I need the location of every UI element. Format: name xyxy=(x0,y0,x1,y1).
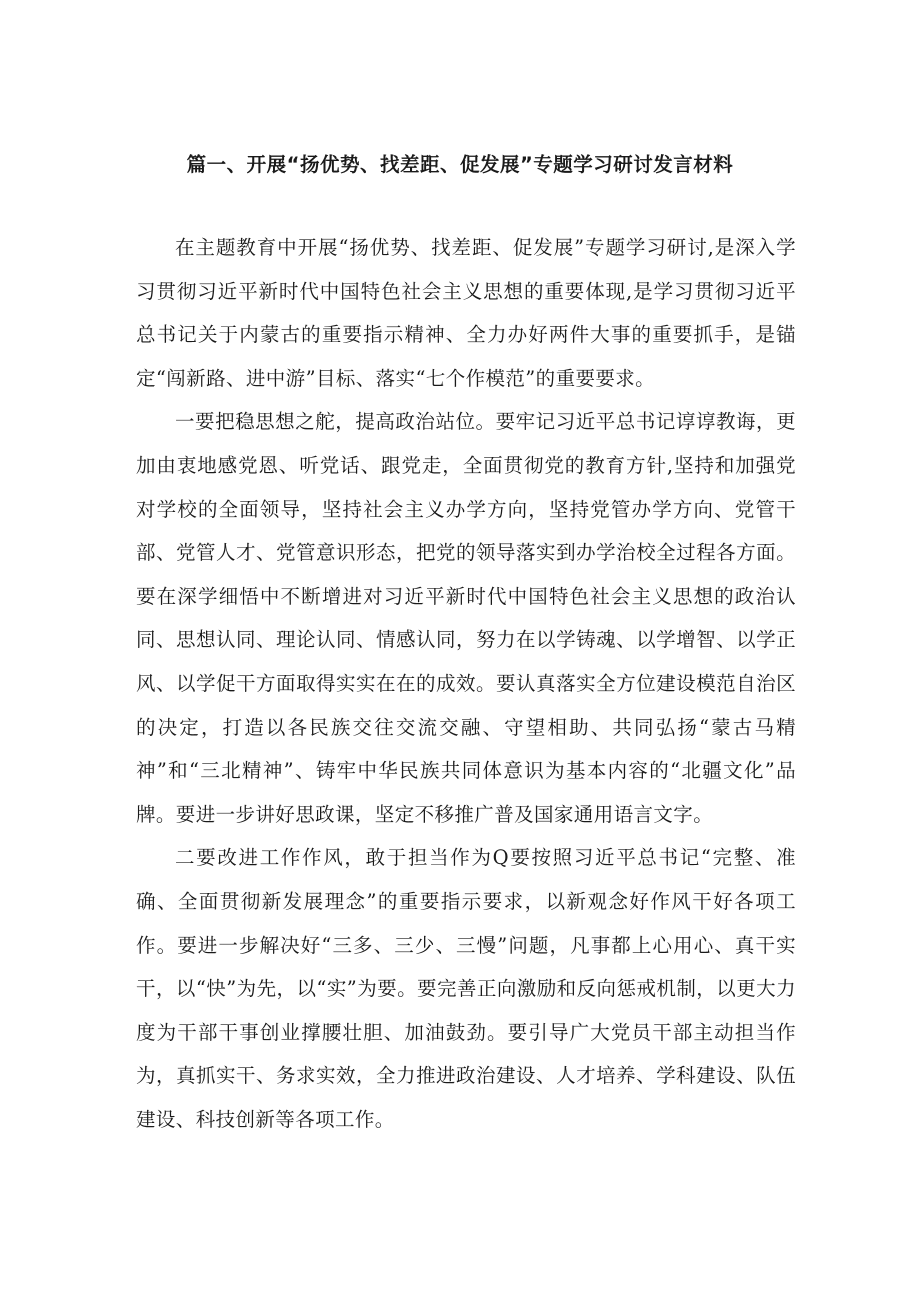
paragraph-intro: 在主题教育中开展“扬优势、找差距、促发展”专题学习研讨,是深入学习贯彻习近平新时代中国特色社会主义思想的重要体现,是学习贯彻习近平总书记关于内蒙古的重要指示精神、全力办好两件大事的重要抓手，是锚定“闯新路、进中游”目标、落实“七个作模范”的重要要求。 xyxy=(136,236,796,390)
document-body xyxy=(136,226,796,1141)
paragraph-point-two: 二要改进工作作风，敢于担当作为Q要按照习近平总书记“完整、准确、全面贯彻新发展理念”的重要指示要求，以新观念好作风干好各项工作。要进一步解决好“三多、三少、三慢”问题，凡事都上心用心、真干实干，以“快”为先，以“实”为要。要完善正向激励和反向惩戒机制，以更大力度为干部干事创业撑腰壮胆、加油鼓劲。要引导广大党员干部主动担当作为，真抓实干、务求实效，全力推进政治建设、人才培养、学科建设、队伍建设、科技创新等各项工作。 xyxy=(136,846,796,1131)
document-title: 篇一、开展“扬优势、找差距、促发展”专题学习研讨发言材料 xyxy=(186,153,734,176)
paragraph-point-one: 一要把稳思想之舵，提高政治站位。要牢记习近平总书记谆谆教诲，更加由衷地感党恩、听党话、跟党走，全面贯彻党的教育方针,坚持和加强党对学校的全面领导，坚持社会主义办学方向，坚持党管办学方向、党管干部、党管人才、党管意识形态，把党的领导落实到办学治校全过程各方面。要在深学细悟中不断增进对习近平新时代中国特色社会主义思想的政治认同、思想认同、理论认同、情感认同，努力在以学铸魂、以学增智、以学正风、以学促干方面取得实实在在的成效。要认真落实全方位建设模范自治区的决定，打造以各民族交往交流交融、守望相助、共同弘扬“蒙古马精神”和“三北精神”、铸牢中华民族共同体意识为基本内容的“北疆文化”品牌。要进一步讲好思政课，坚定不移推广普及国家通用语言文字。 xyxy=(136,410,796,826)
